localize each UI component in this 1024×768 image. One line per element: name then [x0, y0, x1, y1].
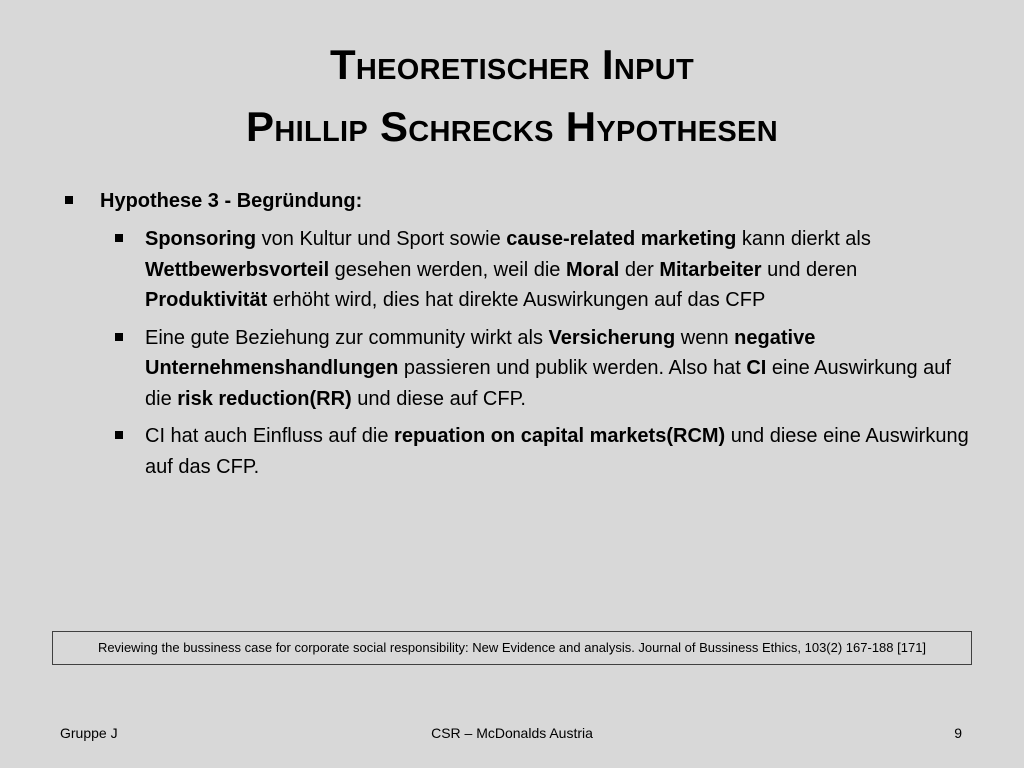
emphasis-text: Moral [565, 258, 620, 281]
emphasis-text: risk reduction(RR) [177, 387, 352, 410]
slide-title [0, 34, 1024, 158]
bullet-item-2 [145, 323, 980, 415]
title-line-2: Phillip Schrecks Hypothesen [246, 103, 778, 150]
body-text: von Kultur und Sport sowie [256, 228, 507, 250]
body-text: CI hat auch Einfluss auf die [145, 425, 395, 447]
body-text: gesehen werden, weil die [329, 258, 566, 281]
slide-number: 9 [954, 725, 962, 741]
bullet-text-3 [145, 425, 969, 478]
heading-text: Hypothese 3 - Begründung: [100, 190, 363, 212]
body-text: passieren und publik werden. Also hat [398, 357, 747, 379]
square-bullet-icon [115, 234, 123, 242]
emphasis-text: negative Unternehmenshandlungen [145, 326, 816, 379]
square-bullet-icon [65, 196, 73, 204]
body-text: Eine gute Beziehung zur community wirkt als [145, 326, 549, 349]
square-bullet-icon [115, 431, 123, 439]
body-text: wenn [675, 326, 735, 349]
source-citation-box [52, 631, 972, 665]
slide-content [60, 186, 980, 489]
footer-presentation-title: CSR – McDonalds Austria [431, 725, 593, 741]
body-text: der [619, 258, 660, 281]
emphasis-text: CI [746, 357, 767, 379]
bullet-text-1 [145, 228, 871, 311]
heading-item [60, 186, 980, 216]
title-line-1: Theoretischer Input [329, 41, 695, 88]
bullet-item-1 [145, 224, 980, 316]
footer-group: Gruppe J [60, 725, 118, 741]
emphasis-text: repuation on capital markets(RCM) [394, 425, 726, 447]
body-text: und diese eine Auswirkung auf das CFP. [145, 425, 969, 478]
body-text: erhöht wird, dies hat direkte Auswirkungen auf das CFP [267, 289, 766, 311]
body-text: und diese auf CFP. [351, 387, 526, 410]
body-text: kann dierkt als [736, 228, 871, 250]
emphasis-text: Versicherung [548, 326, 676, 349]
emphasis-text: cause-related marketing [506, 228, 737, 250]
emphasis-text: Produktivität [145, 289, 268, 311]
body-text: eine Auswirkung auf die [145, 357, 951, 410]
source-citation-text: Reviewing the bussiness case for corporate social responsibility: New Evidence and analysis. Journal of Bussiness Ethics, 103(2) 167-188 [171] [97, 640, 927, 655]
body-text: und deren [761, 258, 858, 281]
emphasis-text: Mitarbeiter [659, 258, 762, 281]
emphasis-text: Sponsoring [145, 228, 257, 250]
square-bullet-icon [115, 333, 123, 341]
emphasis-text: Wettbewerbsvorteil [145, 258, 330, 281]
bullet-item-3 [145, 421, 980, 482]
bullet-text-2 [145, 327, 951, 410]
